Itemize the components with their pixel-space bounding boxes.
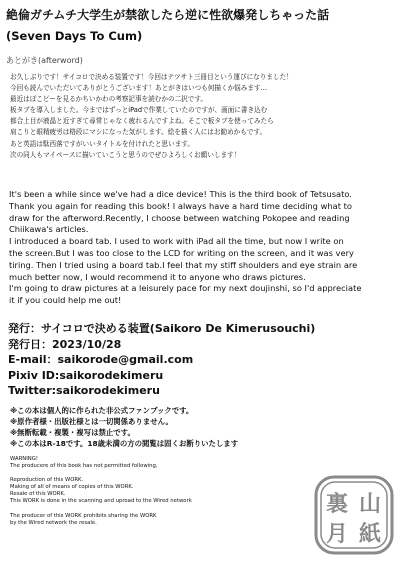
warning-line: by the Wired network the resale. — [10, 519, 97, 526]
en-line: the screen.But I was too close to the LCD for writing on the screen, and it was very — [9, 247, 354, 258]
en-line: Thank you again for reading this book! I always have a hard time deciding what to — [9, 200, 352, 211]
english-afterword — [9, 189, 395, 307]
warning-line: Reproduction of this WORK. — [10, 477, 84, 484]
publish-date: 発行日：2023/10/28 — [8, 337, 122, 351]
notice-list — [10, 405, 238, 449]
en-line: Chiikawa's articles. — [9, 224, 89, 235]
notice-item: ※この本はR-18です。18歳未満の方の閲覧は固くお断りいたします — [10, 439, 239, 448]
en-line: It's been a while since we've had a dice device! This is the third book of Tetsusato. — [9, 189, 352, 199]
seal-glyph: 紙 — [358, 522, 382, 547]
notice-item: ※この本は個人的に作られた非公式ファンブックです。 — [10, 406, 194, 415]
notice-item: ※無断転載・複製・複写は禁止です。 — [10, 428, 135, 437]
colophon — [8, 321, 315, 399]
jp-line: 次の同人もマイペースに描いていこうと思うのでぜひよろしくお願いします！ — [10, 150, 241, 159]
jp-line: 都合上目が液晶と近すぎて尋常じゃなく疲れるんですよね。そこで板タブを使ってみたら — [10, 117, 274, 126]
seal-glyph: 月 — [325, 522, 349, 547]
en-line: I'm going to draw pictures at a leisurely pace for my next doujinshi, so I'd appreciate — [9, 283, 362, 294]
jp-line: 最近はぽこピーを見るかちいかわの考察記事を読むかの二択です。 — [10, 95, 208, 104]
en-line: tiring. Then I tried using a board tab.I feel that my stiff shoulders and eye strain are — [9, 259, 358, 270]
jp-line: お久しぶりです！サイコロで決める装置です！今回はテツサト三冊目という運びになりました！ — [10, 73, 293, 81]
book-title: 絶倫ガチムチ大学生が禁欲したら逆に性欲爆発しちゃった話 — [6, 8, 330, 22]
jp-line: 今回も読んでいただいてありがとうございます！あとがきはいつも何描くか悩みます… — [10, 84, 268, 93]
seal-glyph: 裏 — [325, 492, 349, 517]
book-subtitle: (Seven Days To Cum) — [6, 29, 143, 43]
en-line: I introduced a board tab. I used to work with iPad all the time, but now I write on — [9, 236, 344, 247]
en-line: draw for the afterword.Recently, I choose between watching Pokopee and reading — [9, 212, 350, 223]
copyright-warning — [10, 456, 192, 527]
email: E-mail：saikorode@gmail.com — [8, 353, 194, 366]
afterword-heading: あとがき(afterword) — [6, 56, 83, 65]
jp-line: 板タブを導入しました。今まではずっとiPadで作業していたのですが、画面に書き込む — [10, 106, 268, 115]
jp-line: 肩こりと眼精疲労は格段にマシになった気がします。絵を描く人にはお勧めかもです。 — [10, 128, 267, 137]
warning-line: The producer of this WORK prohibits sharing the WORK — [10, 512, 157, 519]
japanese-afterword — [10, 72, 293, 161]
warning-line: Resale of this WORK. — [10, 491, 66, 498]
warning-line: Making of all of means of copies of this WORK. — [10, 484, 134, 491]
pixiv-id: Pixiv ID:saikorodekimeru — [8, 368, 164, 382]
jp-line: あと英語は駄西落ですがいいタイトルを付けれたと思います。 — [10, 139, 194, 148]
publisher: 発行：サイコロで決める装置(Saikoro De Kimerusouchi) — [8, 322, 316, 335]
seal-glyph: 山 — [358, 492, 382, 517]
en-line: it if you could help me out! — [9, 295, 122, 306]
warning-line: This WORK is done in the scanning and uproad to the Wired network — [10, 498, 192, 505]
twitter-id: Twitter:saikorodekimeru — [8, 384, 160, 397]
en-line: much better now, I would recommend it to anyone who draws pictures. — [9, 271, 306, 282]
warning-line: The producere of this book has not permitted following, — [10, 463, 158, 470]
warning-line: WARNING! — [10, 456, 38, 462]
notice-item: ※原作者様・出版社様とは一切関係ありません。 — [10, 417, 173, 426]
circle-seal-logo — [314, 475, 394, 555]
